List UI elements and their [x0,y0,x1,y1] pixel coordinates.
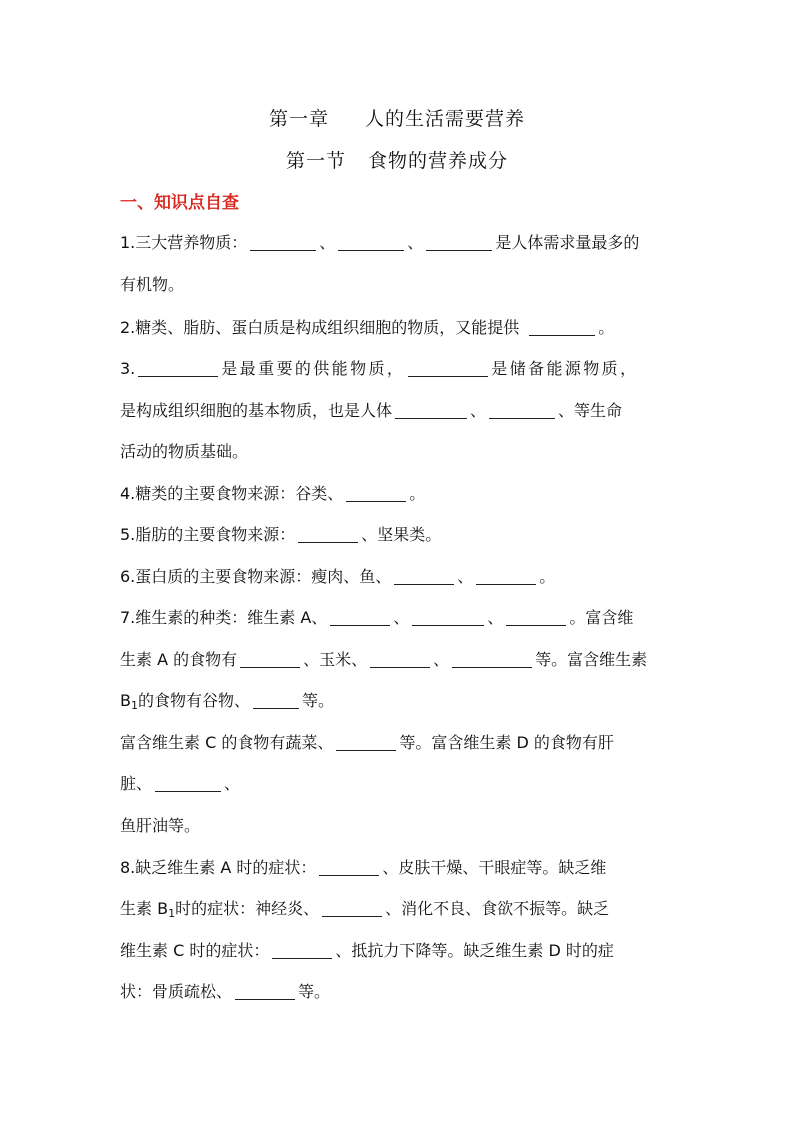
text: 、 [457,567,474,586]
text: 状：骨质疏松、 [120,982,233,1001]
text: 等。 [302,691,335,710]
text: 。 [409,484,426,503]
text: 脏、 [120,774,153,793]
fill-blank[interactable] [330,609,390,626]
section-title [0,146,794,173]
text: 、 [487,608,504,627]
text: 时的症状：神经炎、 [175,899,320,918]
question-3-line-1 [120,358,680,380]
fill-blank[interactable] [322,900,382,917]
question-7-line-4 [120,732,680,754]
question-1-line-2: 有机物。 [120,275,185,294]
question-7-line-1 [120,607,680,629]
section-label: 第一节 [285,150,346,172]
text: 4.糖类的主要食物来源：谷类、 [120,484,344,503]
text: 3. [120,359,136,378]
text: 2.糖类、脂肪、蛋白质是构成组织细胞的物质，又能提供 [120,318,520,337]
fill-blank[interactable] [476,568,536,585]
question-8-line-4 [120,981,680,1003]
question-8-line-2 [120,898,680,925]
text: 、消化不良、食欲不振等。缺乏 [385,899,610,918]
text: 。 [598,318,615,337]
fill-blank[interactable] [336,734,396,751]
fill-blank[interactable] [298,526,358,543]
fill-blank[interactable] [506,609,566,626]
question-7-line-6: 鱼肝油等。 [120,816,201,835]
text: 、 [433,650,450,669]
question-3-line-2 [120,400,680,422]
question-7-line-5 [120,773,680,795]
fill-blank[interactable] [408,360,488,377]
text: 等。富含维生素 D 的食物有肝 [399,733,614,752]
text: 、 [470,401,487,420]
fill-blank[interactable] [452,651,532,668]
text: 生素 A 的食物有 [120,650,238,669]
fill-blank[interactable] [253,692,299,709]
text: 、 [319,233,336,252]
text: 7.维生素的种类：维生素 A、 [120,608,328,627]
text: 1.三大营养物质： [120,233,248,252]
text: 、 [224,774,241,793]
fill-blank[interactable] [155,775,221,792]
text: 、 [393,608,410,627]
fill-blank[interactable] [370,651,430,668]
fill-blank[interactable] [338,234,404,251]
text: 是构成组织细胞的基本物质，也是人体 [120,401,393,420]
section-heading: 一、知识点自查 [120,193,239,213]
question-1-line-1 [120,232,680,254]
section-name: 食物的营养成分 [368,150,509,172]
question-3-line-3: 活动的物质基础。 [120,442,249,461]
text: B [120,691,131,710]
fill-blank[interactable] [394,568,454,585]
question-8-line-1 [120,857,680,879]
text: 等。 [298,982,331,1001]
text: 、玉米、 [303,650,368,669]
subscript: 1 [130,699,138,712]
question-6-line-1 [120,566,680,588]
text: 等。富含维生素 [535,650,648,669]
subscript: 1 [168,907,176,920]
text: 8.缺乏维生素 A 时的症状： [120,858,317,877]
fill-blank[interactable] [412,609,484,626]
question-8-line-3 [120,940,680,962]
text: 是储备能源物质， [491,359,639,378]
text: 5.脂肪的主要食物来源： [120,525,296,544]
question-7-line-3 [120,690,680,717]
question-4-line-1 [120,483,680,505]
fill-blank[interactable] [250,234,316,251]
fill-blank[interactable] [529,319,595,336]
text: 、皮肤干燥、干眼症等。缺乏维 [382,858,607,877]
fill-blank[interactable] [138,360,218,377]
text: 。富含维 [569,608,634,627]
text: 维生素 C 时的症状： [120,941,270,960]
text: 生素 B [120,899,169,918]
fill-blank[interactable] [235,983,295,1000]
question-5-line-1 [120,524,680,546]
fill-blank[interactable] [426,234,492,251]
text: 、等生命 [558,401,623,420]
question-2-line-1 [120,317,680,339]
fill-blank[interactable] [489,402,555,419]
question-7-line-2 [120,649,680,671]
text: 是人体需求量最多的 [495,233,640,252]
text: 、 [407,233,424,252]
text: 是最重要的供能物质， [221,359,406,378]
chapter-name: 人的生活需要营养 [365,108,526,130]
fill-blank[interactable] [395,402,467,419]
text: 、抵抗力下降等。缺乏维生素 D 时的症 [335,941,614,960]
text: 富含维生素 C 的食物有蔬菜、 [120,733,334,752]
text: 的食物有谷物、 [137,691,250,710]
fill-blank[interactable] [319,859,379,876]
text: 、坚果类。 [361,525,442,544]
text: 6.蛋白质的主要食物来源：瘦肉、鱼、 [120,567,392,586]
fill-blank[interactable] [272,942,332,959]
chapter-title [0,104,794,131]
text: 。 [539,567,556,586]
fill-blank[interactable] [346,485,406,502]
fill-blank[interactable] [240,651,300,668]
chapter-label: 第一章 [268,108,329,130]
